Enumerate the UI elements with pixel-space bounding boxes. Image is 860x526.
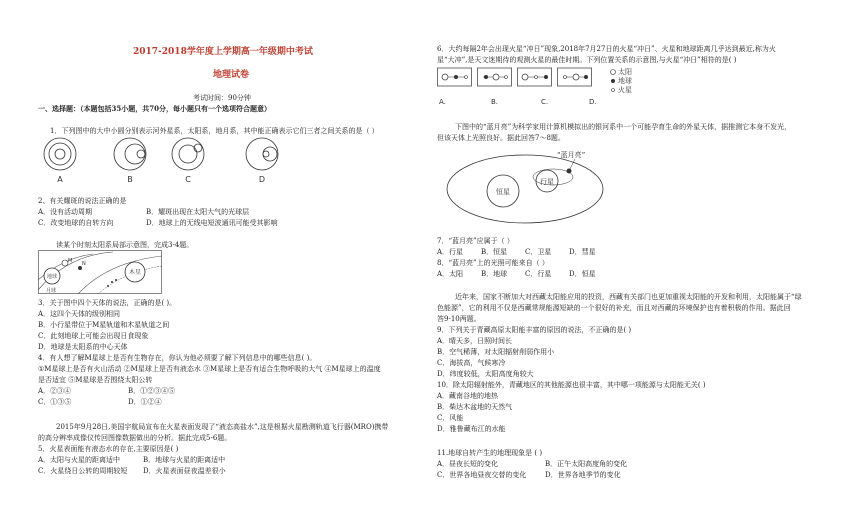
q1-label-c: C	[185, 175, 191, 184]
mars-legend-icon	[612, 89, 615, 92]
q4-options-line1: ①M星球上是否有火山活动 ②M星球上是否有液态水 ③M星球上是否有适合生物呼吸的大气 ④M星球上的温度	[38, 365, 381, 373]
q2-option-d: D．地球上的无线电短波通讯可能受其影响	[146, 219, 278, 227]
q4-stem: 4．有人想了解M星球上是否有生物存在，你认为他必须要了解下列信息中的哪些信息( )。	[38, 354, 317, 362]
m-label: M	[68, 258, 73, 264]
passage-910-line3: 答9-10两题。	[437, 315, 481, 323]
q3-option-a: A．这四个天体的级别相同	[38, 310, 121, 318]
q1-label-a: A	[57, 175, 63, 184]
q3-option-b: B．小行星带位于M星轨道和木星轨道之间	[38, 321, 170, 329]
q2-stem: 2、有关耀斑的说法正确的是	[38, 197, 127, 205]
q6-legend	[611, 67, 633, 94]
q2-option-a: A．没有活动周期	[38, 208, 93, 216]
exam-subtitle: 地理试卷	[213, 70, 250, 80]
solar-system-figure	[38, 250, 163, 295]
q10-option-c: C．风能	[437, 414, 464, 422]
q2-option-b: B．耀斑出现在太阳大气的光球层	[146, 208, 250, 216]
section-heading: 一、选择题：（本题包括35小题，共70分，每小题只有一个选项符合题意）	[38, 104, 271, 113]
q6-positions-figure	[437, 66, 677, 108]
q8-option-b: B．地球	[481, 270, 508, 278]
q7-option-a: A．行星	[437, 248, 464, 256]
moon-label: 月球	[46, 288, 57, 294]
q4-option-d: D．①②④	[128, 398, 162, 406]
q5-stem: 5．火星表面能有液态水的存在,主要原因是( )	[38, 445, 179, 453]
passage-78-line2: 但该天体上光照良好。据此回答7～8题。	[437, 134, 565, 142]
q10-option-a: A．藏南谷地的地热	[437, 392, 499, 400]
passage-56-line2: 的高分辨率成像仪传回图像数据做出的分析。据此完成5-6题。	[38, 434, 232, 442]
q7-stem: 7．“蓝月亮”应属于（ ）	[437, 237, 514, 245]
q8-stem: 8．“蓝月亮”上的光照可能来自（ ）	[437, 259, 549, 267]
passage-78-line1: 下图中的“蓝月亮”为科学家用计算机模拟出的银河系中一个可能孕育生命的外星天体，据推测它本身不发光，	[455, 123, 792, 131]
q6-label-b: B.	[491, 98, 499, 106]
q9-option-b: B．空气稀薄，对太阳辐射削弱作用小	[437, 348, 555, 356]
q4-option-c: C．①③⑤	[38, 398, 72, 406]
q1-option-c-figure	[172, 138, 204, 170]
q6-label-c: C.	[541, 98, 549, 106]
q9-option-a: A．晴天多，日照时间长	[437, 337, 513, 345]
passage-910-line2: 色能源”，它的利用不仅是西藏常规能源短缺的一个很好的补充，而且对西藏的环境保护也有着积极的作用。据此回	[437, 304, 791, 312]
q8-option-c: C．行星	[525, 270, 552, 278]
passage-910-line1: 近年来，国家不断加大对西藏太阳能应用的投资，西藏有关部门也更加重视太阳能的开发和利用，太阳能属于“绿	[455, 293, 802, 301]
q4-options-line2: 是否适宜 ⑤M星球是否围绕太阳公转	[38, 376, 153, 384]
planet-label: 行星	[540, 178, 554, 186]
legend-earth: 地球	[618, 77, 632, 85]
q1-option-a-figure	[44, 138, 76, 170]
legend-mars: 火星	[618, 86, 632, 94]
q5-option-d: D．火星表面昼夜温差很小	[143, 467, 226, 475]
q6-label-d: D.	[589, 98, 597, 106]
q5-option-c: C．火星绕日公转的周期较短	[38, 467, 128, 475]
exam-title: 2017-2018学年度上学期高一年级期中考试	[133, 47, 313, 57]
q6-stem-line1: 6．大约每隔2年会出现火星“冲日”现象,2018年7月27日的火星“冲日”、火星和地球距离几乎达到最近,称为火	[437, 45, 776, 53]
exam-time: 考试时间：90分钟	[193, 94, 251, 102]
q8-option-d: D．恒星	[569, 270, 596, 278]
q10-option-d: D．雅鲁藏布江的水能	[437, 425, 506, 433]
q1-option-b-figure	[114, 138, 146, 170]
q7-option-d: D．彗星	[569, 248, 596, 256]
q6-stem-line2: 星“大冲”,是天文迷期待的观测火星的最佳时期。下列位置关系的示意图,与火星“冲日”相符的是( )	[437, 56, 737, 64]
q3-option-d: D．地球是太阳系的中心天体	[38, 343, 128, 351]
q1-option-d-figure	[246, 138, 278, 170]
q5-option-a: A．太阳与火星的距离适中	[38, 456, 121, 464]
q34-intro: 读某个时刻太阳系局部示意图，完成3-4题。	[56, 241, 194, 249]
q3-option-c: C．此刻地球上可能会出现日食现象	[38, 332, 149, 340]
q7-option-b: B．恒星	[481, 248, 508, 256]
earth-legend-icon	[611, 79, 615, 83]
q11-option-d: D．世界各地季节的变化	[545, 471, 621, 479]
blue-moon-figure	[445, 145, 605, 225]
blue-moon-label: “蓝月亮”	[557, 151, 586, 159]
q1-stem: 1．下列图中的大中小圆分别表示河外星系，太阳系，地月系，其中能正确表示它们三者之间关系的是（ ）	[50, 127, 379, 135]
sun-legend-icon	[611, 70, 616, 75]
q4-option-b: B．①②③④⑤	[128, 387, 176, 395]
q11-option-c: C．世界各地昼夜交替的变化	[437, 471, 527, 479]
passage-56-line1: 2015年9月28日,美国宇航局宣布在火星表面发现了“液态高盐水”,这是根据火星勘测轨道飞行器(MRO)携带	[56, 423, 389, 431]
q1-label-b: B	[127, 175, 133, 184]
n-label: N	[82, 261, 86, 267]
q9-stem: 9．下列关于青藏高原太阳能丰富的原因的说法，不正确的是( )	[437, 326, 632, 334]
q4-option-a: A．②③④	[38, 387, 72, 395]
q3-stem: 3．关于图中四个天体的说法，正确的是( )。	[38, 299, 177, 307]
earth-label: 地球	[46, 274, 58, 280]
q6-label-a: A.	[439, 98, 446, 106]
legend-sun: 太阳	[618, 68, 632, 76]
q5-option-b: B．地球与火星的距离适中	[143, 456, 226, 464]
q10-stem: 10．除太阳辐射能外，青藏地区的其他能源也很丰富，其中哪一项能源与太阳能无关( )	[437, 381, 706, 389]
jupiter-label: 木星	[128, 269, 142, 276]
q7-option-c: C．卫星	[525, 248, 552, 256]
q1-label-d: D	[258, 175, 266, 184]
q1-circles-figure	[38, 136, 298, 184]
star-label: 恒星	[496, 188, 510, 196]
planet-orbit	[447, 155, 603, 223]
q2-option-c: C．改变地球的自转方向	[38, 219, 114, 227]
q11-option-a: A．昼夜长短的变化	[437, 460, 499, 468]
q11-option-b: B．正午太阳高度角的变化	[545, 460, 628, 468]
q9-option-c: C．海拔高，气候寒冷	[437, 359, 506, 367]
q8-option-a: A．太阳	[437, 270, 464, 278]
blue-moon-body	[567, 169, 572, 174]
q9-option-d: D．纬度较低，太阳高度角较大	[437, 370, 534, 378]
q10-option-b: B．柴达木盆地的天然气	[437, 403, 513, 411]
q11-stem: 11.地球自转产生的地理现象是 ( )	[437, 449, 543, 457]
